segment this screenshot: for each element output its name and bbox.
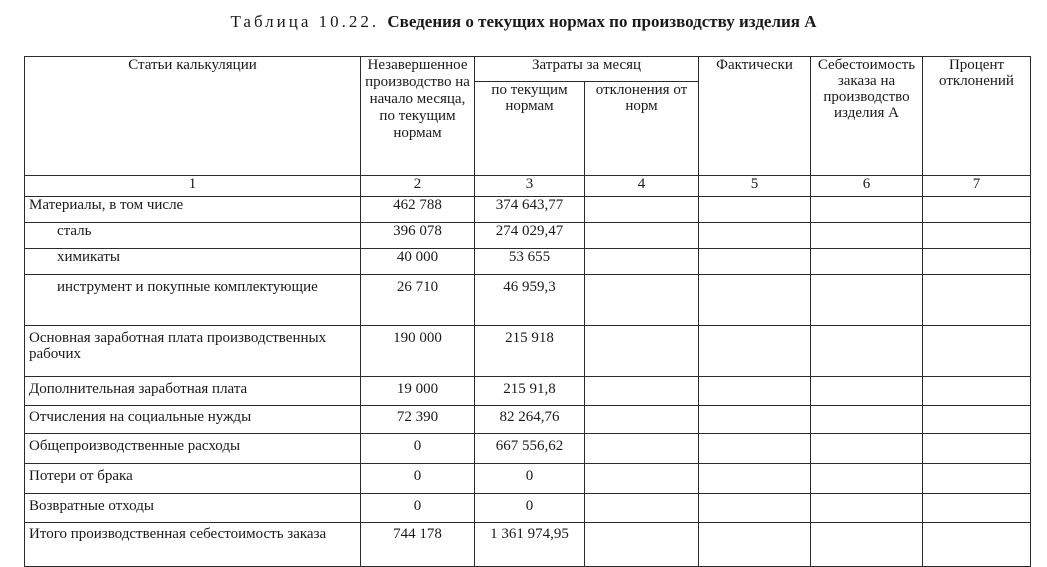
header-monthly-costs: Затраты за месяц bbox=[475, 57, 699, 82]
table-row bbox=[25, 434, 1031, 464]
norm-value: 0 bbox=[475, 464, 585, 494]
table-caption-title: Сведения о текущих нормах по производству изделия А bbox=[387, 12, 817, 31]
deviation-cell bbox=[585, 197, 699, 223]
deviation-cell bbox=[585, 494, 699, 523]
row-label: Потери от брака bbox=[25, 464, 361, 494]
norm-value: 667 556,62 bbox=[475, 434, 585, 464]
header-norm-deviations: отклонения от норм bbox=[585, 82, 699, 176]
column-number: 5 bbox=[699, 176, 811, 197]
norm-value: 1 361 974,95 bbox=[475, 523, 585, 567]
column-number-row bbox=[25, 176, 1031, 197]
table-row bbox=[25, 197, 1031, 223]
wip-value: 462 788 bbox=[361, 197, 475, 223]
table-caption bbox=[0, 12, 1047, 32]
deviation-cell bbox=[585, 326, 699, 377]
actual-cell bbox=[699, 223, 811, 249]
table-row bbox=[25, 275, 1031, 326]
percent-cell bbox=[923, 434, 1031, 464]
header-actual: Фактически bbox=[699, 57, 811, 176]
norm-value: 53 655 bbox=[475, 249, 585, 275]
row-label: Возвратные отходы bbox=[25, 494, 361, 523]
percent-cell bbox=[923, 406, 1031, 434]
deviation-cell bbox=[585, 249, 699, 275]
actual-cell bbox=[699, 494, 811, 523]
row-label: химикаты bbox=[25, 249, 361, 275]
percent-cell bbox=[923, 523, 1031, 567]
wip-value: 72 390 bbox=[361, 406, 475, 434]
norm-value: 374 643,77 bbox=[475, 197, 585, 223]
row-label: инструмент и покупные комплектующие bbox=[25, 275, 361, 326]
actual-cell bbox=[699, 249, 811, 275]
deviation-cell bbox=[585, 275, 699, 326]
row-label: Основная заработная плата производственных рабочих bbox=[25, 326, 361, 377]
percent-cell bbox=[923, 326, 1031, 377]
norm-value: 274 029,47 bbox=[475, 223, 585, 249]
cost-cell bbox=[811, 523, 923, 567]
norm-value: 215 918 bbox=[475, 326, 585, 377]
table-row bbox=[25, 377, 1031, 406]
column-number: 3 bbox=[475, 176, 585, 197]
norm-value: 215 91,8 bbox=[475, 377, 585, 406]
actual-cell bbox=[699, 406, 811, 434]
wip-value: 744 178 bbox=[361, 523, 475, 567]
column-number: 2 bbox=[361, 176, 475, 197]
actual-cell bbox=[699, 434, 811, 464]
column-number: 1 bbox=[25, 176, 361, 197]
row-label: Общепроизводственные расходы bbox=[25, 434, 361, 464]
header-order-cost: Себестоимость заказа на производство изделия А bbox=[811, 57, 923, 176]
actual-cell bbox=[699, 464, 811, 494]
norm-value: 82 264,76 bbox=[475, 406, 585, 434]
cost-norms-table bbox=[24, 56, 1031, 567]
percent-cell bbox=[923, 275, 1031, 326]
table-row bbox=[25, 523, 1031, 567]
deviation-cell bbox=[585, 434, 699, 464]
column-number: 4 bbox=[585, 176, 699, 197]
table-row bbox=[25, 223, 1031, 249]
percent-cell bbox=[923, 377, 1031, 406]
norm-value: 0 bbox=[475, 494, 585, 523]
deviation-cell bbox=[585, 377, 699, 406]
cost-cell bbox=[811, 223, 923, 249]
percent-cell bbox=[923, 494, 1031, 523]
cost-cell bbox=[811, 197, 923, 223]
actual-cell bbox=[699, 377, 811, 406]
cost-cell bbox=[811, 434, 923, 464]
cost-cell bbox=[811, 377, 923, 406]
header-current-norms: по текущим нормам bbox=[475, 82, 585, 176]
header-row-top bbox=[25, 57, 1031, 82]
table-row bbox=[25, 249, 1031, 275]
percent-cell bbox=[923, 464, 1031, 494]
header-wip-start: Незавершенное производство на начало месяца, по текущим нормам bbox=[361, 57, 475, 176]
table-caption-label: Таблица 10.22. bbox=[230, 12, 380, 31]
percent-cell bbox=[923, 223, 1031, 249]
row-label: Материалы, в том числе bbox=[25, 197, 361, 223]
row-label: Итого производственная себестоимость заказа bbox=[25, 523, 361, 567]
cost-cell bbox=[811, 275, 923, 326]
wip-value: 26 710 bbox=[361, 275, 475, 326]
cost-cell bbox=[811, 249, 923, 275]
norm-value: 46 959,3 bbox=[475, 275, 585, 326]
deviation-cell bbox=[585, 406, 699, 434]
actual-cell bbox=[699, 523, 811, 567]
cost-cell bbox=[811, 494, 923, 523]
column-number: 6 bbox=[811, 176, 923, 197]
table-row bbox=[25, 494, 1031, 523]
table-row bbox=[25, 406, 1031, 434]
actual-cell bbox=[699, 275, 811, 326]
table-row bbox=[25, 464, 1031, 494]
wip-value: 0 bbox=[361, 494, 475, 523]
table-row bbox=[25, 326, 1031, 377]
cost-cell bbox=[811, 406, 923, 434]
wip-value: 19 000 bbox=[361, 377, 475, 406]
actual-cell bbox=[699, 197, 811, 223]
wip-value: 0 bbox=[361, 464, 475, 494]
percent-cell bbox=[923, 197, 1031, 223]
wip-value: 190 000 bbox=[361, 326, 475, 377]
wip-value: 396 078 bbox=[361, 223, 475, 249]
row-label: Отчисления на социальные нужды bbox=[25, 406, 361, 434]
column-number: 7 bbox=[923, 176, 1031, 197]
percent-cell bbox=[923, 249, 1031, 275]
deviation-cell bbox=[585, 523, 699, 567]
header-cost-items: Статьи калькуляции bbox=[25, 57, 361, 176]
deviation-cell bbox=[585, 464, 699, 494]
header-deviation-percent: Процент отклонений bbox=[923, 57, 1031, 176]
cost-cell bbox=[811, 326, 923, 377]
wip-value: 0 bbox=[361, 434, 475, 464]
row-label: Дополнительная заработная плата bbox=[25, 377, 361, 406]
deviation-cell bbox=[585, 223, 699, 249]
cost-cell bbox=[811, 464, 923, 494]
row-label: сталь bbox=[25, 223, 361, 249]
wip-value: 40 000 bbox=[361, 249, 475, 275]
actual-cell bbox=[699, 326, 811, 377]
